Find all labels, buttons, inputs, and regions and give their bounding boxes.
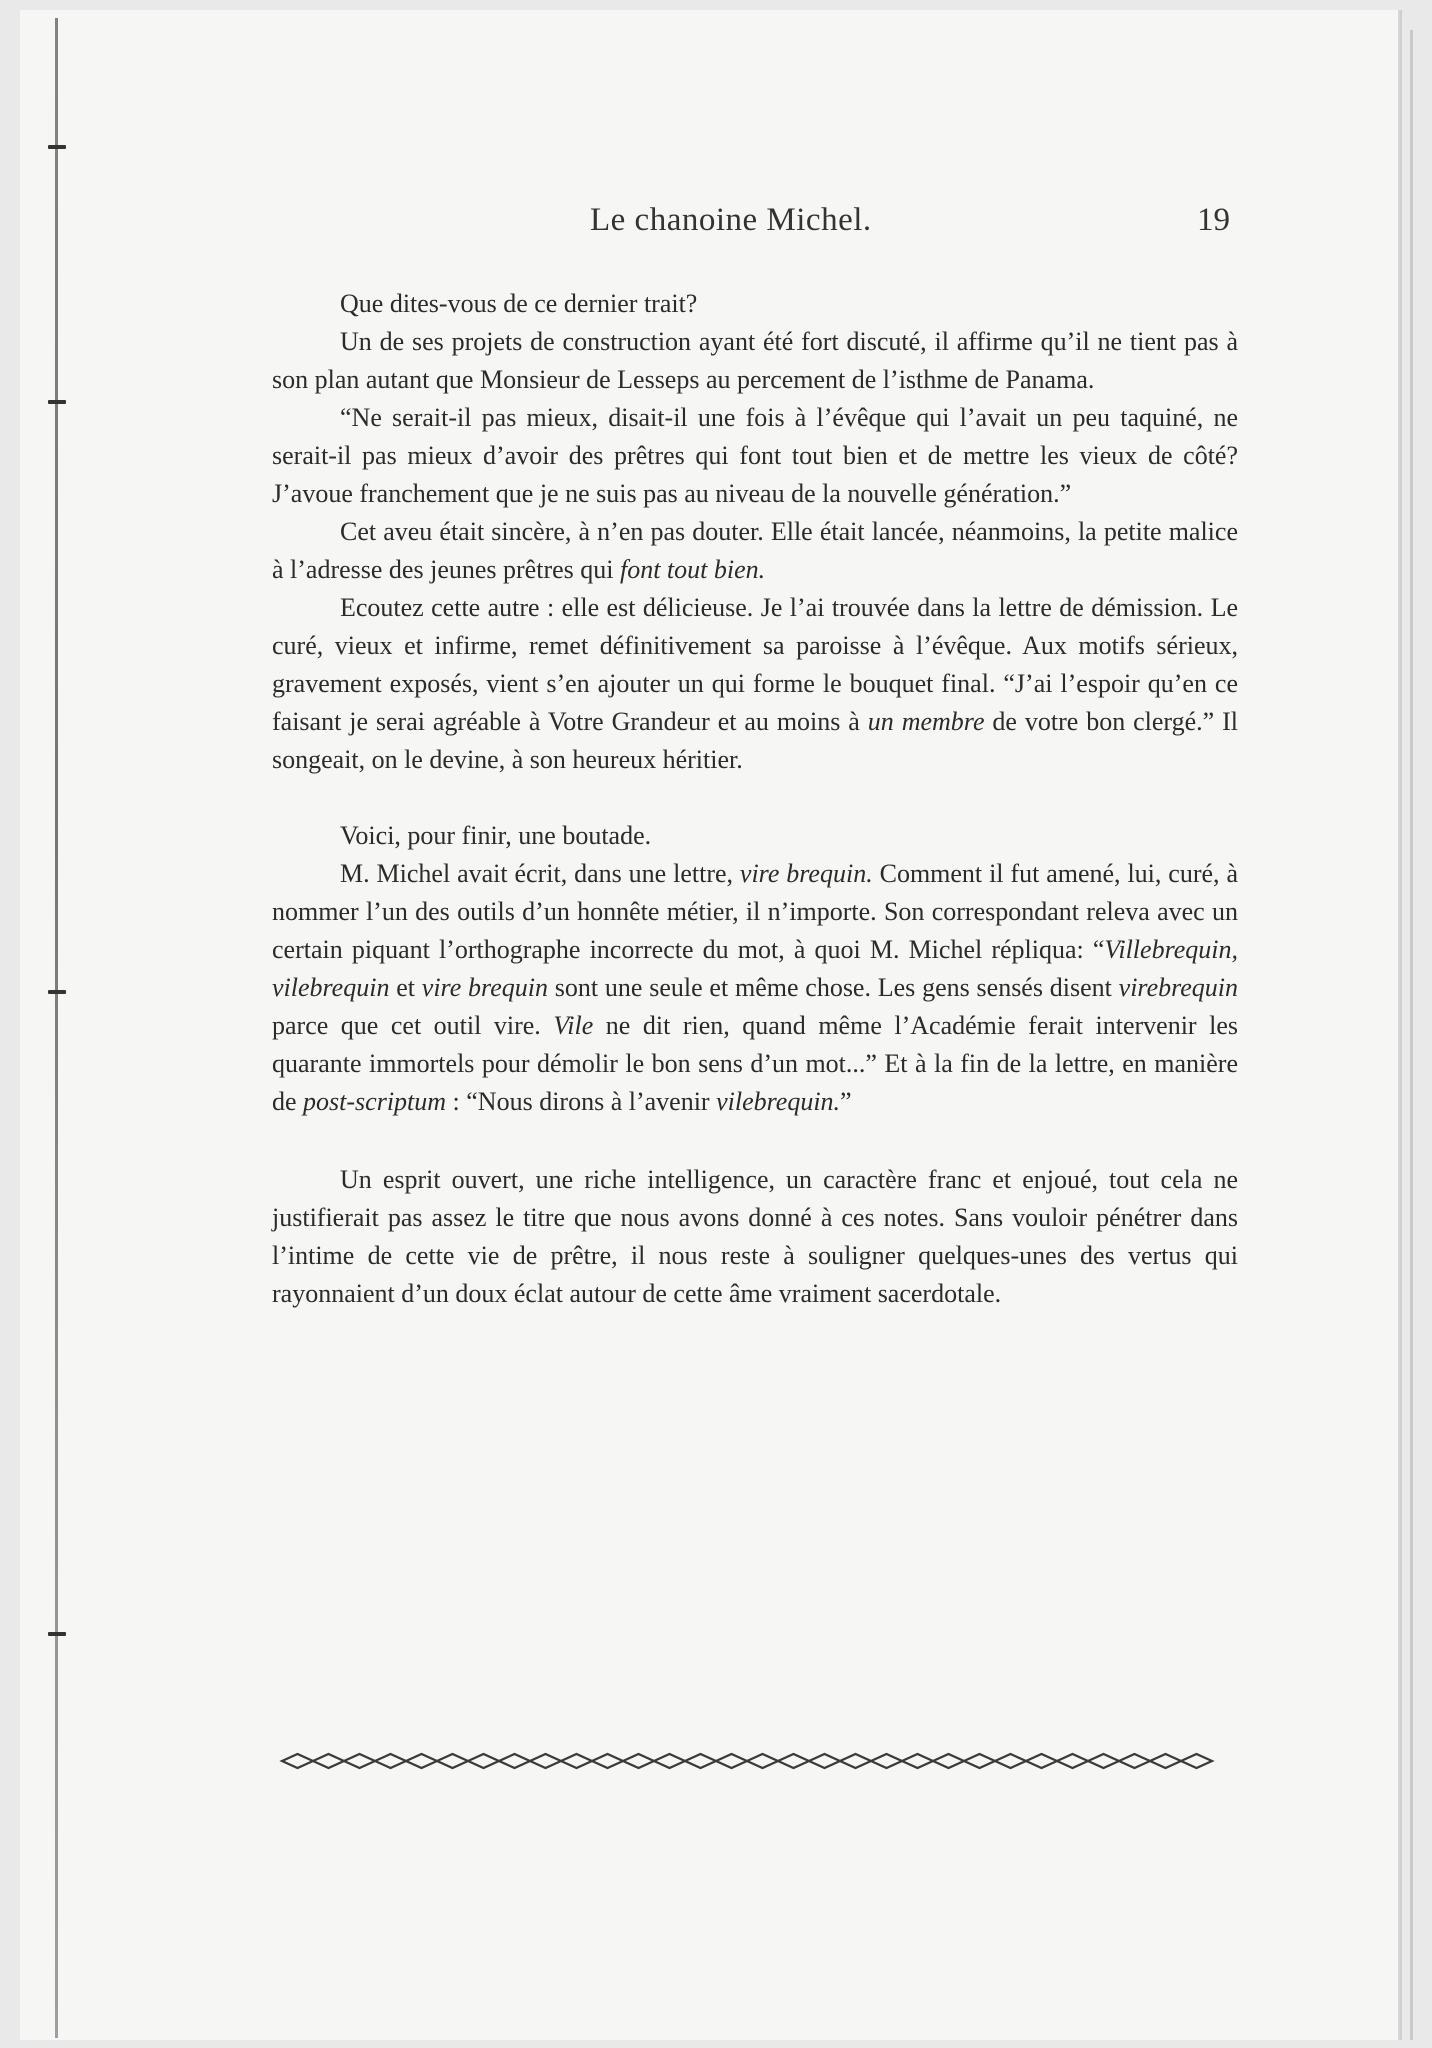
ornament-link: [716, 1754, 747, 1768]
binding-stitch-mark: [48, 145, 66, 149]
p7-a: M. Michel avait écrit, dans une lettre,: [340, 859, 740, 888]
p7-b: vire brequin.: [739, 859, 873, 888]
p7-l: post-scriptum: [303, 1087, 447, 1116]
ornament-link: [499, 1754, 530, 1768]
ornament-link: [1088, 1754, 1119, 1768]
ornament-link: [375, 1754, 406, 1768]
ornament-link: [654, 1754, 685, 1768]
p7-n: vilebrequin.: [716, 1087, 841, 1116]
paragraph-3: “Ne serait-il pas mieux, disait-il une fois à l’évêque qui l’avait un peu taquiné, ne serait-il pas mieux d’avoir des prêtres qui font tout bien et de mettre les vieux de côté? J’avoue franchement que je ne suis pas au niveau de la nouvelle génération.”: [272, 403, 1238, 508]
p7-e: et: [389, 973, 422, 1002]
paragraph-4-italic: font tout bien.: [619, 555, 766, 584]
p7-g: sont une seule et même chose. Les gens sensés disent: [547, 973, 1119, 1002]
paragraph-2: Un de ses projets de construction ayant été fort discuté, il affirme qu’il ne tient pas à son plan autant que Monsieur de Lesseps au percement de l’isthme de Panama.: [272, 327, 1238, 394]
ornament-link: [840, 1754, 871, 1768]
ornament-link: [530, 1754, 561, 1768]
paragraph-8: Un esprit ouvert, une riche intelligence, un caractère franc et enjoué, tout cela ne justifierait pas assez le titre que nous avons donné à ces notes. Sans vouloir pénétrer dans l’intime de cette vie de prêtre, il nous reste à souligner quelques-unes des vertus qui rayonnaient d’un doux éclat autour de cette âme vraiment sacerdotale.: [272, 1165, 1238, 1308]
ornament-link: [902, 1754, 933, 1768]
ornament-link: [623, 1754, 654, 1768]
ornament-link: [344, 1754, 375, 1768]
page-header: [270, 202, 1230, 246]
paragraph-4: [272, 513, 1238, 589]
ornament-link: [685, 1754, 716, 1768]
binding-stitch-mark: [48, 990, 66, 994]
running-title: Le chanoine Michel.: [590, 202, 872, 238]
ornament-link: [995, 1754, 1026, 1768]
ornament-link: [747, 1754, 778, 1768]
ornament-link: [313, 1754, 344, 1768]
paragraph-6: Voici, pour finir, une boutade.: [340, 821, 652, 850]
binding-spine: [55, 18, 58, 2038]
p7-d: Villebrequin, vilebrequin: [272, 935, 1238, 1002]
p7-h: virebrequin: [1118, 973, 1239, 1002]
p7-f: vire brequin: [421, 973, 548, 1002]
ornament-link: [1181, 1754, 1212, 1768]
paragraph-5-text-end: de votre bon clergé.” Il songeait, on le devine, à son heureux héritier.: [272, 707, 1238, 774]
ornament-link: [778, 1754, 809, 1768]
ornament-link: [809, 1754, 840, 1768]
p7-m: : “Nous dirons à l’avenir: [446, 1087, 717, 1116]
binding-stitch-mark: [48, 400, 66, 404]
ornament-link: [933, 1754, 964, 1768]
ornament-link: [1150, 1754, 1181, 1768]
ornament-link: [1119, 1754, 1150, 1768]
ornament-link: [964, 1754, 995, 1768]
p7-i: parce que cet outil vire.: [272, 1011, 554, 1040]
p7-c: Comment il fut amené, lui, curé, à nommer l’un des outils d’un honnête métier, il n’importe. Son correspondant releva avec un certain piquant l’orthographe incorrecte du mot, à quoi M. Michel répliqua: “: [272, 859, 1238, 964]
ornament-link: [561, 1754, 592, 1768]
paragraph-5-text: Ecoutez cette autre : elle est délicieuse. Je l’ai trouvée dans la lettre de démission. Le curé, vieux et infirme, remet définitivement sa paroisse à l’évêque. Aux motifs sérieux, gravement exposés, vient s’en ajouter un qui forme le bouquet final. “J’ai l’espoir qu’en ce faisant je serai agréable à Votre Grandeur et au moins à: [272, 593, 1238, 736]
ornament-link: [406, 1754, 437, 1768]
ornament-link: [468, 1754, 499, 1768]
chain-border-ornament: [278, 1748, 1224, 1774]
p7-j: Vile: [553, 1011, 594, 1040]
p7-k: ne dit rien, quand même l’Académie ferait intervenir les quarante immortels pour démolir le bon sens d’un mot...” Et à la fin de la lettre, en manière de: [272, 1011, 1238, 1116]
page-edge: [1410, 30, 1413, 2040]
ornament-link: [437, 1754, 468, 1768]
page-number: 19: [1197, 202, 1230, 238]
body-text: [272, 285, 1238, 1313]
paragraph-4-text: Cet aveu était sincère, à n’en pas douter. Elle était lancée, néanmoins, la petite malice à l’adresse des jeunes prêtres qui: [272, 517, 1238, 584]
ornament-link: [1026, 1754, 1057, 1768]
paragraph-1: Que dites-vous de ce dernier trait?: [340, 289, 698, 318]
ornament-link: [592, 1754, 623, 1768]
paragraph-7: [272, 855, 1238, 1121]
binding-stitch-mark: [48, 1632, 66, 1636]
ornament-link: [282, 1754, 313, 1768]
paragraph-5-italic: un membre: [867, 707, 985, 736]
p7-o: ”: [840, 1087, 852, 1116]
ornament-link: [1057, 1754, 1088, 1768]
paragraph-5: [272, 589, 1238, 779]
ornament-link: [871, 1754, 902, 1768]
